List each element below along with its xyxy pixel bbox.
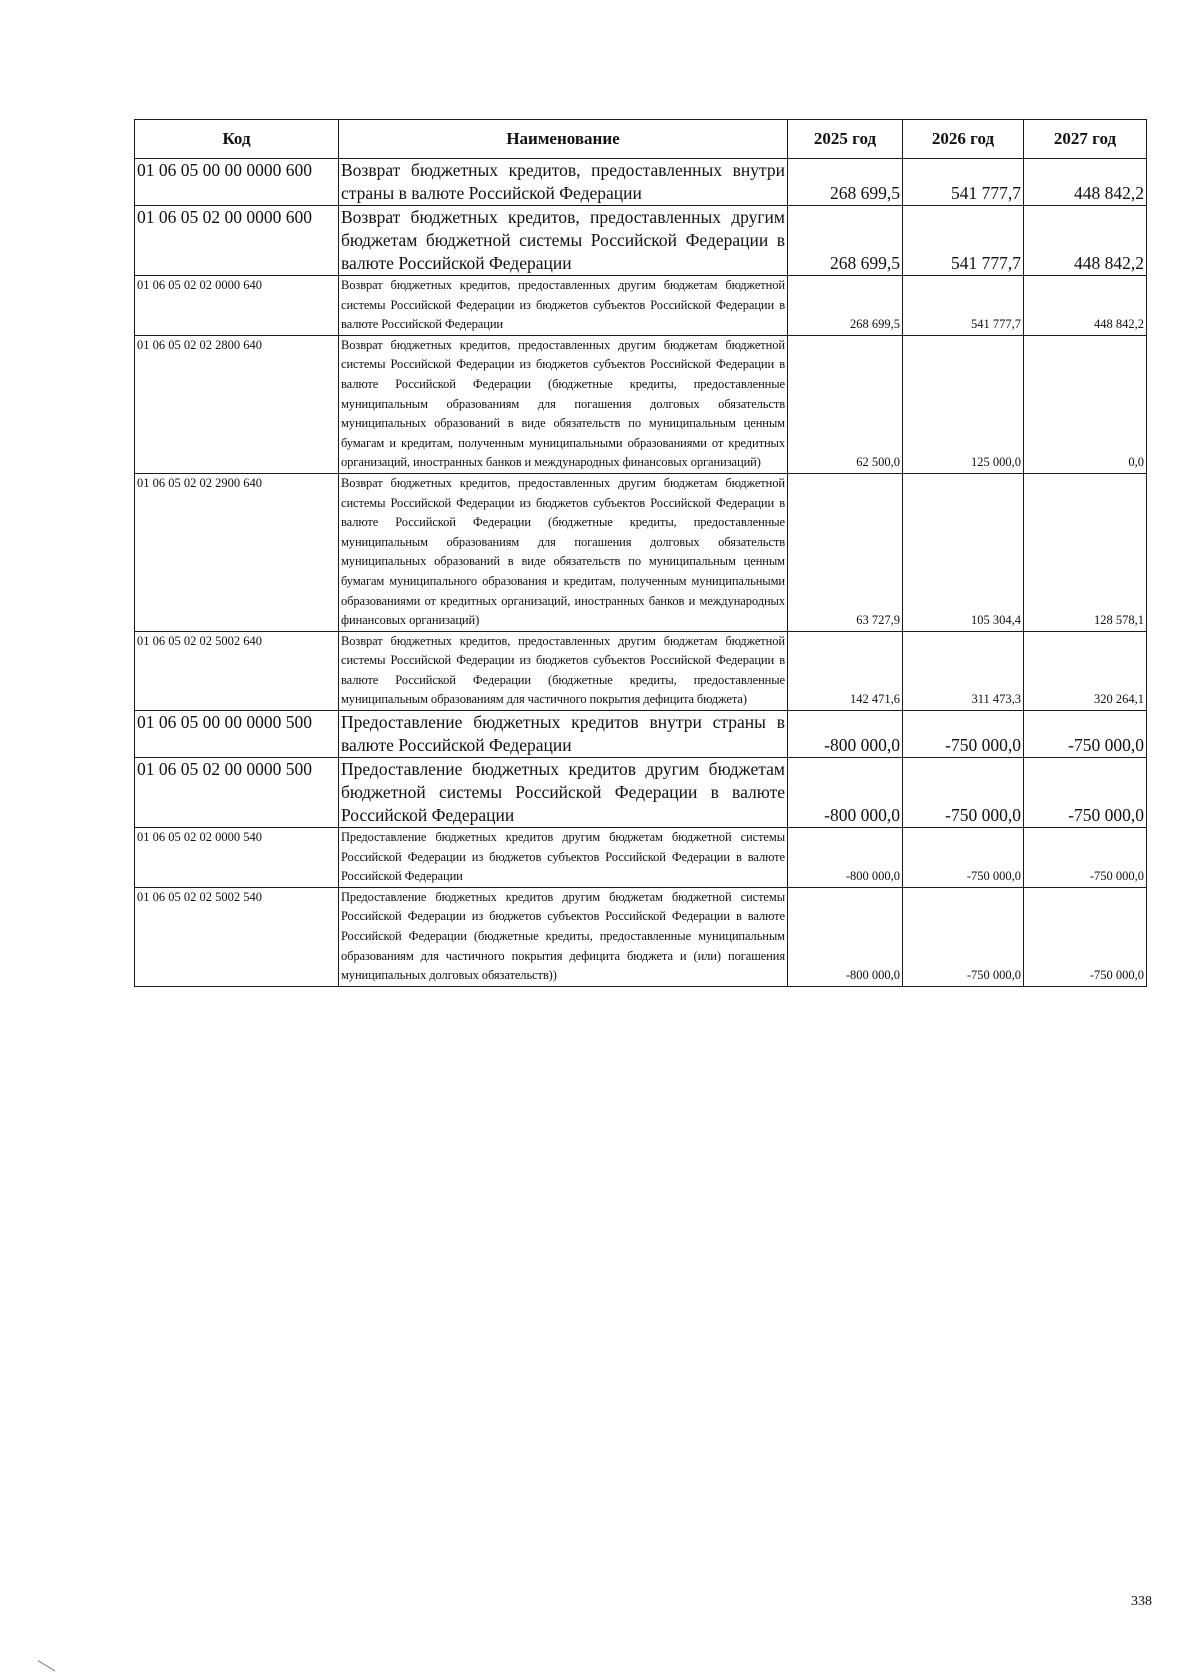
table-row <box>135 711 1147 758</box>
table-row <box>135 758 1147 828</box>
table-row <box>135 828 1147 888</box>
cell-2025: 268 699,5 <box>788 206 903 276</box>
cell-code: 01 06 05 00 00 0000 500 <box>135 711 339 758</box>
cell-2027: -750 000,0 <box>1024 758 1147 828</box>
budget-table <box>134 119 1147 987</box>
cell-2027: 448 842,2 <box>1024 159 1147 206</box>
cell-name: Предоставление бюджетных кредитов другим бюджетам бюджетной системы Российской Федерации в валюте Российской Федерации <box>339 758 788 828</box>
cell-2027: 128 578,1 <box>1024 473 1147 631</box>
cell-name: Возврат бюджетных кредитов, предоставленных внутри страны в валюте Российской Федерации <box>339 159 788 206</box>
cell-2027: 448 842,2 <box>1024 276 1147 336</box>
cell-2026: 311 473,3 <box>903 631 1024 710</box>
table-row <box>135 335 1147 473</box>
cell-name: Предоставление бюджетных кредитов другим бюджетам бюджетной системы Российской Федерации из бюджетов субъектов Российской Федерации в валюте Российской Федерации (бюджетные кредиты, предоставленные муниципальным образованиям для частичного покрытия дефицита бюджета и (или) погашения муниципальных долговых обязательств)) <box>339 887 788 986</box>
cell-2027: 448 842,2 <box>1024 206 1147 276</box>
cell-code: 01 06 05 02 00 0000 500 <box>135 758 339 828</box>
cell-code: 01 06 05 02 00 0000 600 <box>135 206 339 276</box>
table-row <box>135 206 1147 276</box>
scan-artifact <box>38 1660 55 1671</box>
header-name: Наименование <box>339 120 788 159</box>
cell-2026: -750 000,0 <box>903 887 1024 986</box>
cell-2025: 268 699,5 <box>788 159 903 206</box>
table-row <box>135 473 1147 631</box>
cell-code: 01 06 05 02 02 0000 540 <box>135 828 339 888</box>
cell-2025: -800 000,0 <box>788 711 903 758</box>
cell-name: Возврат бюджетных кредитов, предоставленных другим бюджетам бюджетной системы Российской Федерации из бюджетов субъектов Российской Федерации в валюте Российской Федерации <box>339 276 788 336</box>
cell-2026: 105 304,4 <box>903 473 1024 631</box>
cell-name: Предоставление бюджетных кредитов внутри страны в валюте Российской Федерации <box>339 711 788 758</box>
cell-name: Возврат бюджетных кредитов, предоставленных другим бюджетам бюджетной системы Российской Федерации из бюджетов субъектов Российской Федерации в валюте Российской Федерации (бюджетные кредиты, предоставленные муниципальным образованиям для погашения долговых обязательств муниципальных образований в виде обязательств по муниципальным ценным бумагам муниципального образования и кредитам, полученным муниципальными образованиями от кредитных организаций, иностранных банков и международных финансовых организаций) <box>339 473 788 631</box>
table-body <box>135 159 1147 987</box>
cell-2026: 541 777,7 <box>903 206 1024 276</box>
cell-name: Возврат бюджетных кредитов, предоставленных другим бюджетам бюджетной системы Российской Федерации в валюте Российской Федерации <box>339 206 788 276</box>
cell-2026: -750 000,0 <box>903 711 1024 758</box>
cell-2025: -800 000,0 <box>788 887 903 986</box>
header-2025: 2025 год <box>788 120 903 159</box>
cell-2025: 142 471,6 <box>788 631 903 710</box>
cell-2026: -750 000,0 <box>903 758 1024 828</box>
cell-2027: -750 000,0 <box>1024 711 1147 758</box>
table-row <box>135 631 1147 710</box>
table-row <box>135 276 1147 336</box>
cell-2025: -800 000,0 <box>788 828 903 888</box>
table-row <box>135 159 1147 206</box>
table-row <box>135 887 1147 986</box>
table-header <box>135 120 1147 159</box>
cell-2025: 63 727,9 <box>788 473 903 631</box>
cell-2027: -750 000,0 <box>1024 828 1147 888</box>
cell-code: 01 06 05 02 02 2800 640 <box>135 335 339 473</box>
header-2027: 2027 год <box>1024 120 1147 159</box>
page-number: 338 <box>1131 1594 1152 1609</box>
cell-name: Возврат бюджетных кредитов, предоставленных другим бюджетам бюджетной системы Российской Федерации из бюджетов субъектов Российской Федерации в валюте Российской Федерации (бюджетные кредиты, предоставленные муниципальным образованиям для погашения долговых обязательств муниципальных образований в виде обязательств по муниципальным ценным бумагам и кредитам, полученным муниципальными образованиями от кредитных организаций, иностранных банков и международных финансовых организаций) <box>339 335 788 473</box>
cell-2026: -750 000,0 <box>903 828 1024 888</box>
cell-2025: -800 000,0 <box>788 758 903 828</box>
cell-2027: 0,0 <box>1024 335 1147 473</box>
cell-2025: 268 699,5 <box>788 276 903 336</box>
cell-code: 01 06 05 02 02 5002 640 <box>135 631 339 710</box>
cell-name: Возврат бюджетных кредитов, предоставленных другим бюджетам бюджетной системы Российской Федерации из бюджетов субъектов Российской Федерации в валюте Российской Федерации (бюджетные кредиты, предоставленные муниципальным образованиям для частичного покрытия дефицита бюджета) <box>339 631 788 710</box>
header-row <box>135 120 1147 159</box>
header-2026: 2026 год <box>903 120 1024 159</box>
header-code: Код <box>135 120 339 159</box>
cell-code: 01 06 05 02 02 0000 640 <box>135 276 339 336</box>
cell-code: 01 06 05 00 00 0000 600 <box>135 159 339 206</box>
cell-code: 01 06 05 02 02 2900 640 <box>135 473 339 631</box>
cell-name: Предоставление бюджетных кредитов другим бюджетам бюджетной системы Российской Федерации из бюджетов субъектов Российской Федерации в валюте Российской Федерации <box>339 828 788 888</box>
cell-code: 01 06 05 02 02 5002 540 <box>135 887 339 986</box>
cell-2025: 62 500,0 <box>788 335 903 473</box>
cell-2026: 125 000,0 <box>903 335 1024 473</box>
cell-2027: -750 000,0 <box>1024 887 1147 986</box>
cell-2026: 541 777,7 <box>903 276 1024 336</box>
cell-2027: 320 264,1 <box>1024 631 1147 710</box>
cell-2026: 541 777,7 <box>903 159 1024 206</box>
